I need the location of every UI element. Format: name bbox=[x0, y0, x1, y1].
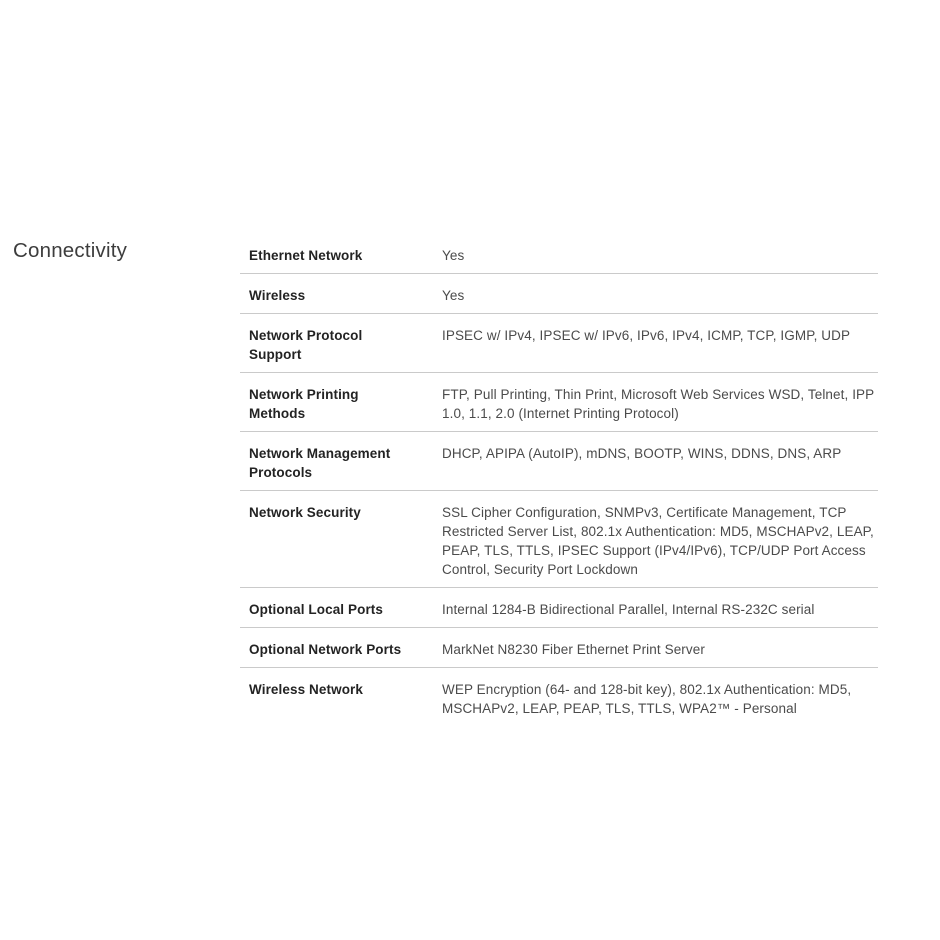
spec-row-label: Network Management Protocols bbox=[249, 446, 391, 480]
spec-row-label: Wireless bbox=[249, 288, 306, 303]
spec-row-label: Network Protocol Support bbox=[249, 328, 363, 362]
spec-row-label: Ethernet Network bbox=[249, 248, 363, 263]
spec-row-value: Yes bbox=[442, 248, 465, 263]
spec-row-label: Network Printing Methods bbox=[249, 387, 359, 421]
spec-row bbox=[240, 373, 878, 432]
spec-row bbox=[240, 491, 878, 588]
spec-row bbox=[240, 240, 878, 274]
spec-row-value: FTP, Pull Printing, Thin Print, Microsoft Web Services WSD, Telnet, IPP 1.0, 1.1, 2.0 (Internet Printing Protocol) bbox=[442, 387, 875, 421]
section-title-connectivity: Connectivity bbox=[13, 239, 128, 262]
spec-row bbox=[240, 628, 878, 668]
spec-row bbox=[240, 588, 878, 628]
spec-row bbox=[240, 314, 878, 373]
connectivity-spec-table bbox=[240, 240, 878, 726]
spec-row-value: IPSEC w/ IPv4, IPSEC w/ IPv6, IPv6, IPv4, ICMP, TCP, IGMP, UDP bbox=[442, 328, 851, 343]
spec-row-value: Yes bbox=[442, 288, 465, 303]
spec-row bbox=[240, 432, 878, 491]
spec-row-label: Optional Local Ports bbox=[249, 602, 384, 617]
spec-row-value: DHCP, APIPA (AutoIP), mDNS, BOOTP, WINS, DDNS, DNS, ARP bbox=[442, 446, 842, 461]
spec-row-value: WEP Encryption (64- and 128-bit key), 802.1x Authentication: MD5, MSCHAPv2, LEAP, PEAP, TLS, TTLS, WPA2™ - Personal bbox=[442, 682, 852, 716]
spec-row-label: Optional Network Ports bbox=[249, 642, 402, 657]
spec-row-label: Network Security bbox=[249, 505, 361, 520]
spec-row bbox=[240, 274, 878, 314]
spec-row-value: SSL Cipher Configuration, SNMPv3, Certificate Management, TCP Restricted Server List, 802.1x Authentication: MD5, MSCHAPv2, LEAP, PEAP, TLS, TTLS, IPSEC Support (IPv4/IPv6), TCP/UDP Port Access Control, Security Port Lockdown bbox=[442, 505, 874, 577]
spec-row bbox=[240, 668, 878, 726]
spec-row-value: MarkNet N8230 Fiber Ethernet Print Server bbox=[442, 642, 705, 657]
spec-row-label: Wireless Network bbox=[249, 682, 364, 697]
spec-row-value: Internal 1284-B Bidirectional Parallel, Internal RS-232C serial bbox=[442, 602, 815, 617]
